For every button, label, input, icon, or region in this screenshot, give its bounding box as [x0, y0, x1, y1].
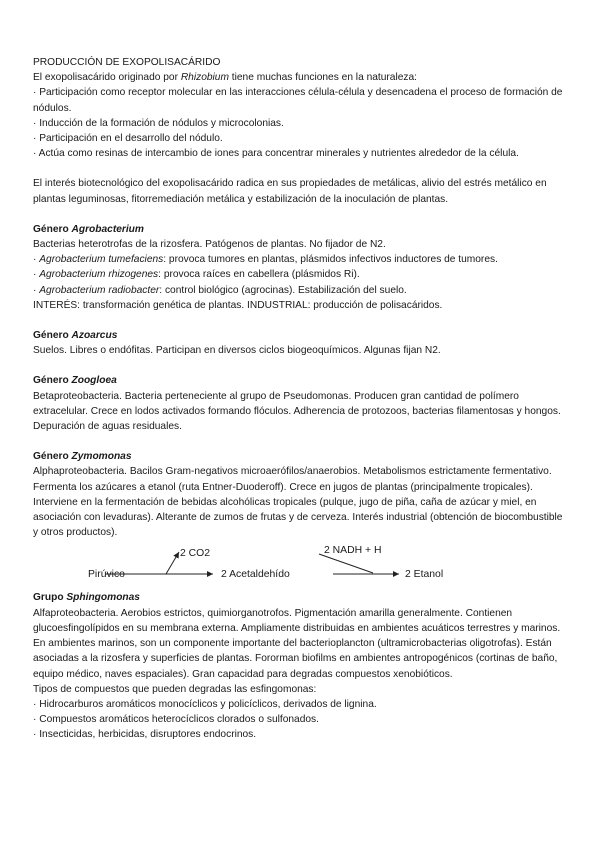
exo-bullet: · Actúa como resinas de intercambio de iones para concentrar minerales y nutrientes alrededor de la célula. — [33, 148, 519, 160]
exo-interest: El interés biotecnológico del exopolisacárido radica en sus propiedades de metálicas, alivio del estrés metálico en plantas leguminosas, fitorremediación metálica y estabilización de la inoculación de plantas. — [33, 178, 547, 205]
heading-zoogloea: Género Zoogloea — [33, 375, 117, 387]
species-item: · Agrobacterium radiobacter: control biológico (agrocinas). Estabilización del suelo. — [33, 284, 407, 296]
reaction-intermediate: 2 Acetaldehído — [221, 569, 290, 581]
heading-agrobacterium: Género Agrobacterium — [33, 223, 144, 235]
heading-sphingomonas: Grupo Sphingomonas — [33, 592, 140, 604]
exo-bullet: · Participación como receptor molecular en las interacciones célula-célula y desencadena el proceso de formación de nódulos. — [33, 87, 563, 114]
arrow-co2-release — [166, 552, 179, 574]
reaction-substrate: Pirúvico — [88, 569, 125, 581]
species-item: · Agrobacterium rhizogenes: provoca raíces en cabellera (plásmidos Ri). — [33, 269, 360, 281]
compound-type-item: · Compuestos aromáticos heterocíclicos clorados o sulfonados. — [33, 714, 319, 726]
compound-type-item: · Insecticidas, herbicidas, disruptores endocrinos. — [33, 729, 257, 741]
zym-desc: Alphaproteobacteria. Bacilos Gram-negativos microaerófilos/anaerobios. Metabolismos estrictamente fermentativo. Fermenta los azúcares a etanol (ruta Entner-Duoderoff). Crece en jugos de plantas (principalmente tropicales). Interviene en la fermentación de bebidas alcohólicas tropicales (pulque, jugo de piña, caña de azúcar y miel, en asociación con levaduras). Alterante de zumos de frutas y de cerveza. Interés industrial (obtención de biocombustible y otros productos). — [33, 466, 563, 539]
reaction-byproduct: 2 CO2 — [180, 548, 211, 560]
heading-zymomonas: Género Zymomonas — [33, 451, 132, 463]
species-item: · Agrobacterium tumefaciens: provoca tumores en plantas, plásmidos infectivos inductores de tumores. — [33, 254, 498, 266]
exo-intro: El exopolisacárido originado por Rhizobium tiene muchas funciones en la naturaleza: — [33, 72, 417, 84]
reaction-cofactor: 2 NADH + H — [324, 545, 382, 557]
exo-bullet: · Inducción de la formación de nódulos y microcolonias. — [33, 117, 284, 129]
zoo-desc: Betaproteobacteria. Bacteria perteneciente al grupo de Pseudomonas. Producen gran cantidad de polímero extracelular. Crece en lodos activados formando flóculos. Adherencia de protozoos, bacterias filamentosas y hongos. Depuración de aguas residuales. — [33, 390, 561, 433]
sph-desc: Alfaproteobacteria. Aerobios estrictos, quimiorganotrofos. Pigmentación amarilla generalmente. Contienen glucoesfingolípidos en su membrana externa. Ampliamente distribuidas en ambientes acuáticos terrestres y marinos. En ambientes marinos, son un componente importante del bacterioplancton (ultramicrobacterias oligotrofas). Están asociadas a la rizosfera y superficies de plantas. Fororman biofilms en ambientes antropogénicos (cortinas de baño, equipo médico, naves espaciales). Gran capacidad para degradas compuestos xenobióticos. — [33, 607, 561, 680]
compound-type-item: · Hidrocarburos aromáticos monocíclicos y policíclicos, derivados de lignina. — [33, 698, 377, 710]
sph-types-intro: Tipos de compuestos que pueden degradas las esfingomonas: — [33, 683, 317, 695]
azo-desc: Suelos. Libres o endófitas. Participan en diversos ciclos biogeoquímicos. Algunas fijan N2. — [33, 345, 441, 357]
genus-name: Rhizobium — [180, 72, 229, 84]
heading-azoarcus: Género Azoarcus — [33, 330, 118, 342]
reaction-product: 2 Etanol — [405, 569, 444, 581]
fermentation-reaction-diagram — [33, 540, 568, 590]
exo-bullet: · Participación en el desarrollo del nódulo. — [33, 133, 223, 145]
document-page — [33, 55, 568, 743]
agro-desc: Bacterias heterotrofas de la rizosfera. Patógenos de plantas. No fijador de N2. — [33, 239, 386, 251]
section-title: PRODUCCIÓN DE EXOPOLISACÁRIDO — [33, 57, 221, 68]
reaction-arrows — [33, 540, 568, 590]
agro-interest: INTERÉS: transformación genética de plantas. INDUSTRIAL: producción de polisacáridos. — [33, 299, 443, 311]
